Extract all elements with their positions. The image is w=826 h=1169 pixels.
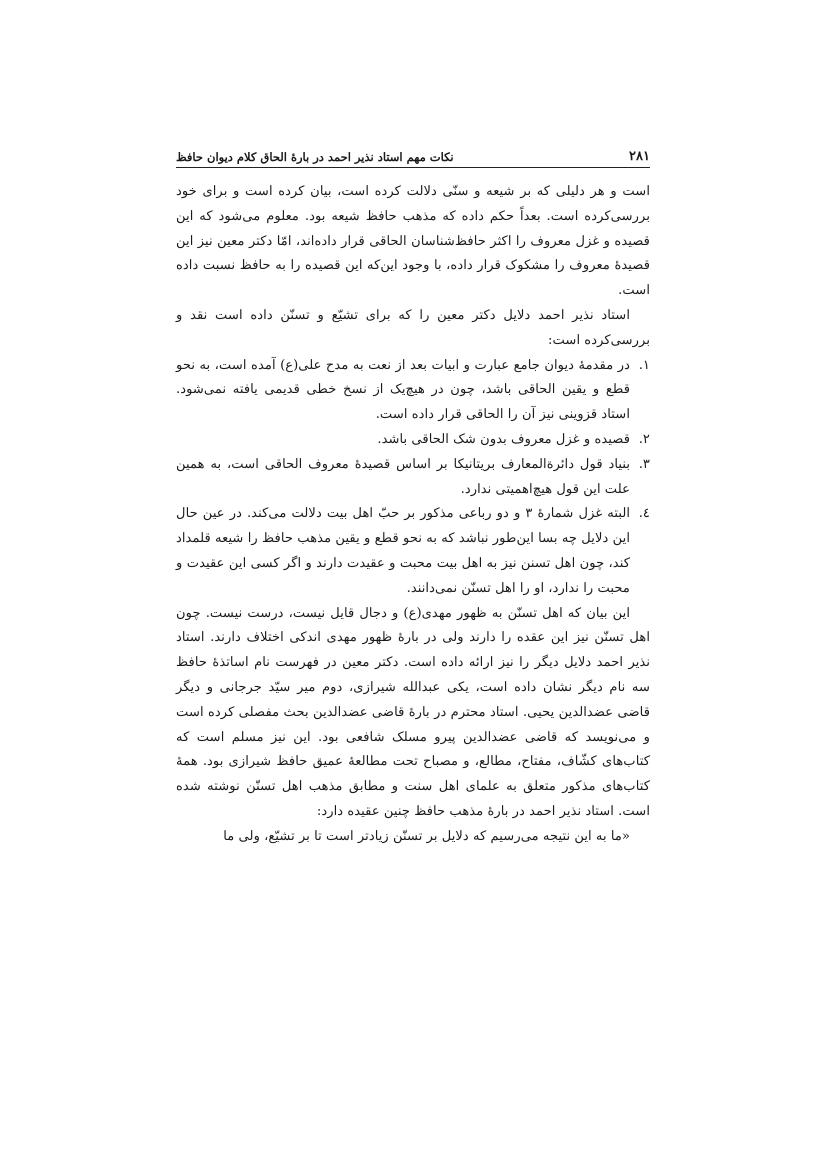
page-header: [176, 140, 650, 168]
numbered-list: [176, 354, 650, 602]
list-item-text: بنیاد قول دائرةالمعارف بریتانیکا بر اساس قصیدهٔ معروف الحاقی است، به همین علت این قول هیچ‌اهمیتی ندارد.: [176, 456, 630, 497]
list-item-number: ۳.: [638, 456, 650, 472]
paragraph-3: این بیان که اهل تسنّن به ظهور مهدی(ع) و دجال قایل نیست، درست نیست. چون اهل تسنّن نیز این عقده را دارند ولی در بارهٔ ظهور مهدی اندکی اختلاف دارند. استاد نذیر احمد دلایل دیگر را نیز ارائه داده است. دکتر معین در فهرست نام اساتذهٔ حافظ سه نام دیگر نشان داده است، یکی عبدالله شیرازی، دوم میر سیّد جرجانی و دیگر قاضی عضدالدین یحیی. استاد محترم در بارهٔ قاضی عضدالدین بحث مفصلی کرده است و می‌نویسد که قاضی عضدالدین پیرو مسلک شافعی بود. این نیز مسلم است که کتاب‌های کشّاف، مفتاح، مطالع، و مصباح تحت مطالعهٔ عمیق حافظ شیرازی بود. همهٔ کتاب‌های مذکور متعلق به علمای اهل سنت و مطابق مذهب اهل تسنّن نوشته شده است. استاد نذیر احمد در بارهٔ مذهب حافظ چنین عقیده دارد:: [176, 605, 650, 819]
body-text: [176, 180, 650, 850]
list-item-number: ٤.: [638, 506, 650, 522]
list-item: [176, 428, 650, 453]
list-item: [176, 354, 650, 428]
list-item-text: در مقدمهٔ دیوان جامع عبارت و ابیات بعد از نعت به مدح علی(ع) آمده است، به نحو قطع و یقین الحاقی باشد، چون در هیچ‌یک از نسخ خطی قدیمی یافته نمی‌شود. استاد قزوینی نیز آن را الحاقی قرار داده است.: [176, 357, 630, 423]
list-item-number: ۲.: [638, 431, 650, 447]
list-item-text: البته غزل شمارهٔ ۳ و دو رباعی مذکور بر حبّ اهل بیت دلالت می‌کند. در عین حال این دلایل چه بسا این‌طور نباشد که به نحو قطع و یقین مذهب حافظ را شیعه قلمداد کند، چون اهل تسنن نیز به اهل بیت محبت و عقیدت دارند و اگر کسی این عقیدت و محبت را ندارد، او را اهل تسنّن نمی‌دانند.: [176, 506, 630, 596]
paragraph-1: است و هر دلیلی که بر شیعه و سنّی دلالت کرده است، بیان کرده است و برای خود بررسی‌کرده است. بعداً حکم داده که مذهب حافظ شیعه بود. معلوم می‌شود که این قصیده و غزل معروف را اکثر حافظ‌شناسان الحاقی قرار داده‌اند، امّا دکتر معین نیز این قصیدهٔ معروف را مشکوک قرار داده، با وجود این‌که این قصیده را به حافظ نسبت داده است.: [176, 184, 650, 299]
page-number: ۲۸۱: [629, 149, 650, 164]
list-item: [176, 502, 650, 601]
paragraph-2: استاد نذیر احمد دلایل دکتر معین را که برای تشیّع و تسنّن داده است نقد و بررسی‌کرده است:: [176, 307, 650, 348]
list-item-text: قصیده و غزل معروف بدون شک الحاقی باشد.: [377, 431, 630, 447]
running-title: نکات مهم استاد نذیر احمد در بارهٔ الحاق کلام دیوان حافظ: [176, 150, 454, 164]
list-item: [176, 453, 650, 503]
quote-line: «ما به این نتیجه می‌رسیم که دلایل بر تسنّن زیادتر است تا بر تشیّع، ولی ما: [223, 828, 630, 844]
list-item-number: ۱.: [638, 357, 650, 373]
